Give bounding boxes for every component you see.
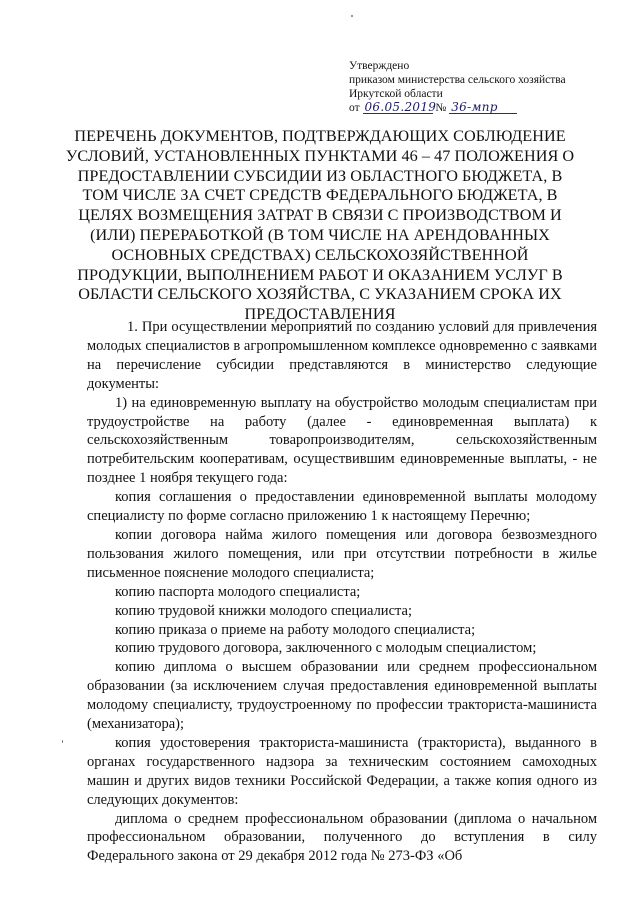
paragraph: копию диплома о высшем образовании или среднем профессиональном образовании (за исключением случая предоставления единовременной выплаты молодому специалисту, трудоустроенному по профессии тракториста-машиниста (механизатора); xyxy=(87,659,597,733)
number-prefix: № xyxy=(435,102,447,114)
paragraph: диплома о среднем профессиональном образовании (диплома о начальном профессиональном образовании, полученного до вступления в силу Федерального закона от 29 декабря 2012 года № 273-ФЗ «Об xyxy=(87,810,597,865)
paragraph: копии договора найма жилого помещения или договора безвозмездного пользования жилого помещения, или при отсутствии потребности в жилье письменное пояснение молодого специалиста; xyxy=(87,526,597,581)
document-body xyxy=(87,318,597,866)
approval-order-text: приказом министерства сельского хозяйства xyxy=(349,74,566,86)
paragraph: копию приказа о приеме на работу молодого специалиста; xyxy=(115,621,476,638)
approval-date-number xyxy=(349,101,589,115)
approval-heading: Утверждено xyxy=(349,60,410,72)
date-prefix: от xyxy=(349,102,360,114)
paragraph: копию паспорта молодого специалиста; xyxy=(115,583,361,600)
document-title: ПЕРЕЧЕНЬ ДОКУМЕНТОВ, ПОДТВЕРЖДАЮЩИХ СОБЛЮДЕНИЕ УСЛОВИЙ, УСТАНОВЛЕННЫХ ПУНКТАМИ 46 – 47 ПОЛОЖЕНИЯ О ПРЕДОСТАВЛЕНИИ СУБСИДИИ ИЗ ОБЛАСТНОГО БЮДЖЕТА, В ТОМ ЧИСЛЕ ЗА СЧЕТ СРЕДСТВ ФЕДЕРАЛЬНОГО БЮДЖЕТА, В ЦЕЛЯХ ВОЗМЕЩЕНИЯ ЗАТРАТ В СВЯЗИ С ПРОИЗВОДСТВОМ И (ИЛИ) ПЕРЕРАБОТКОЙ (В ТОМ ЧИСЛЕ НА АРЕНДОВАННЫХ ОСНОВНЫХ СРЕДСТВАХ) СЕЛЬСКОХОЗЯЙСТВЕННОЙ ПРОДУКЦИИ, ВЫПОЛНЕНИЕМ РАБОТ И ОКАЗАНИЕМ УСЛУГ В ОБЛАСТИ СЕЛЬСКОГО ХОЗЯЙСТВА, С УКАЗАНИЕМ СРОКА ИХ ПРЕДОСТАВЛЕНИЯ xyxy=(65,127,575,324)
paragraph: 1. При осуществлении мероприятий по созданию условий для привлечения молодых специалистов в агропромышленном комплексе одновременно с заявками на перечисление субсидии представляются в министерство следующие документы: xyxy=(87,319,597,392)
approval-stamp-block xyxy=(349,59,589,115)
scan-speck xyxy=(351,15,353,17)
paragraph: копию трудового договора, заключенного с молодым специалистом; xyxy=(115,640,537,657)
paragraph: копию трудовой книжки молодого специалиста; xyxy=(115,602,412,619)
handwritten-date: 06.05.2019 xyxy=(364,100,437,114)
paragraph: 1) на единовременную выплату на обустройство молодым специалистам при трудоустройстве на работу (далее - единовременная выплата) к сельскохозяйственным товаропроизводителям, сельскохозяйственным потребительским кооперативам, осуществившим единовременные выплаты, - не позднее 1 ноября текущего года: xyxy=(87,394,597,487)
scan-speck xyxy=(62,740,63,743)
handwritten-number: 36-мпр xyxy=(449,101,517,114)
paragraph: копия удостоверения тракториста-машиниста (тракториста), выданного в органах государственного надзора за техническим состоянием самоходных машин и других видов техники Российской Федерации, а также копия одного из следующих документов: xyxy=(87,734,597,808)
approval-region: Иркутской области xyxy=(349,88,443,100)
paragraph: копия соглашения о предоставлении единовременной выплаты молодому специалисту по форме согласно приложению 1 к настоящему Перечню; xyxy=(87,489,597,525)
